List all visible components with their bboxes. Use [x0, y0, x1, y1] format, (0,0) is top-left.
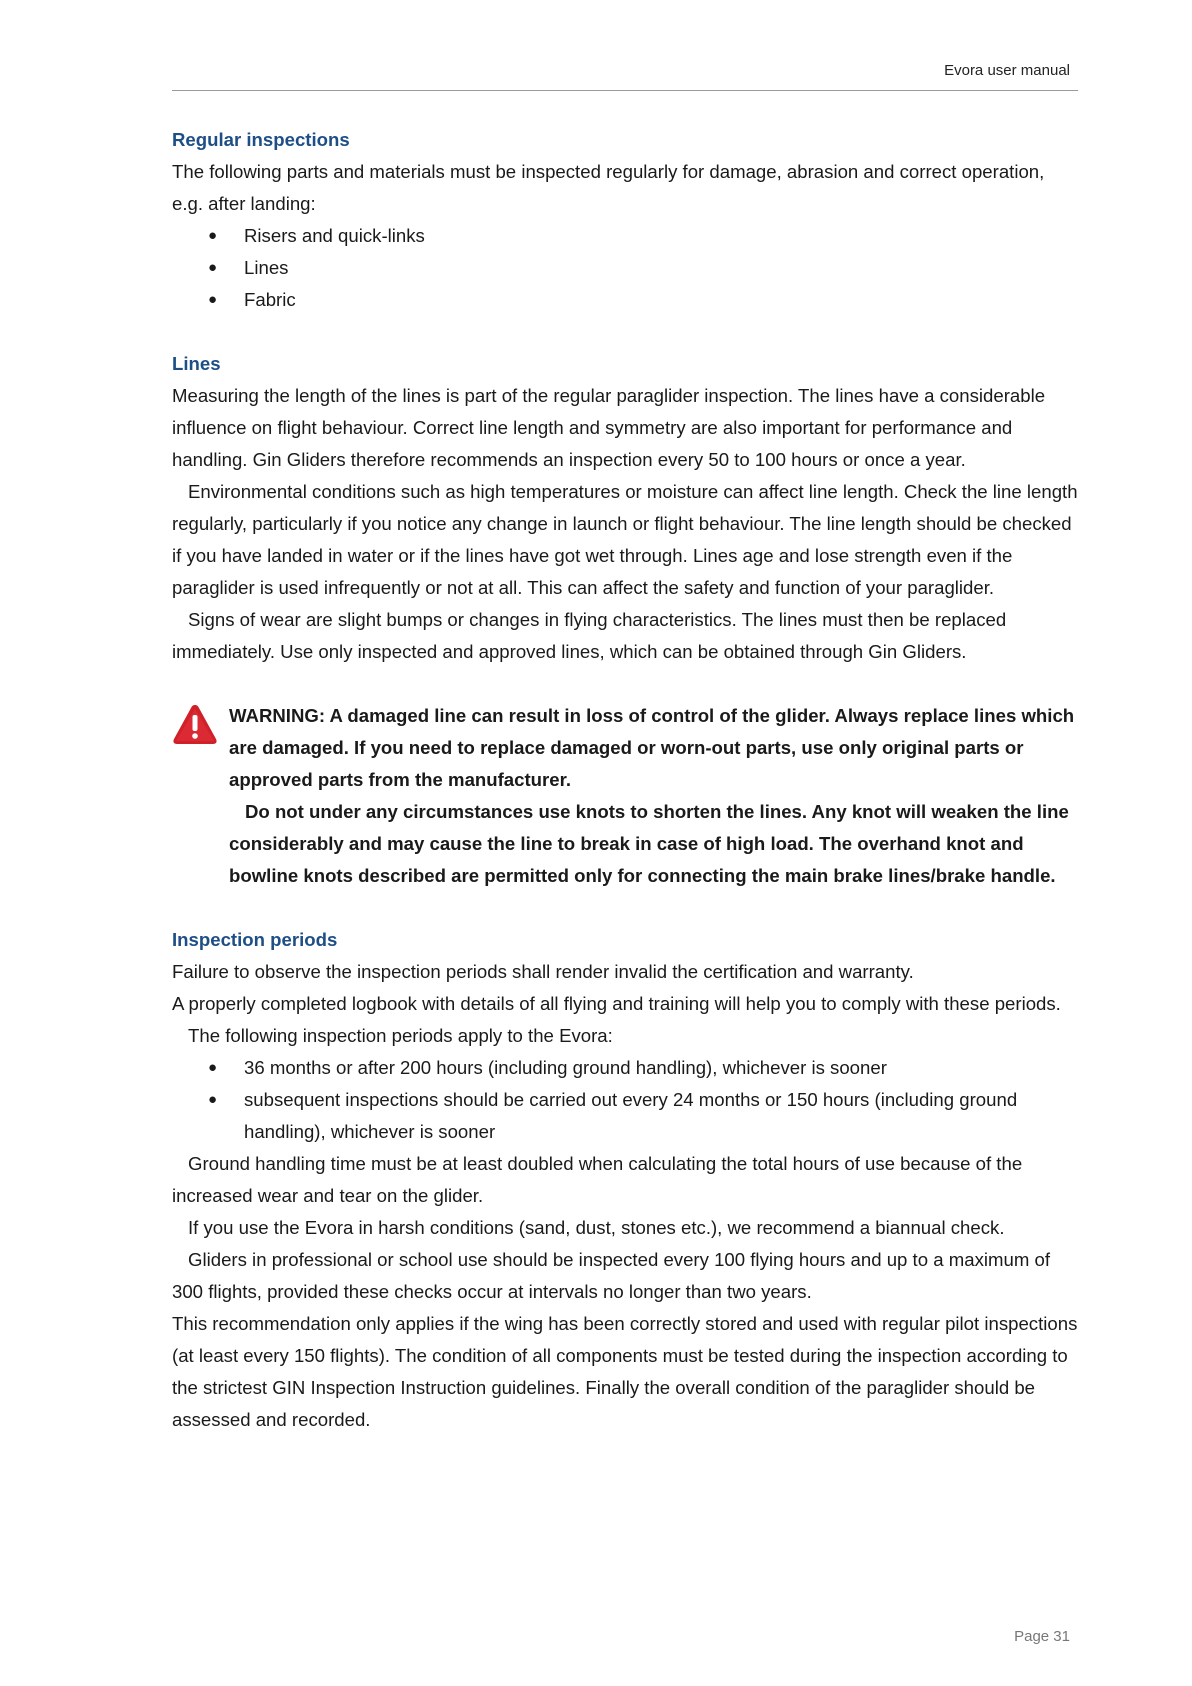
section-inspection-periods — [172, 924, 1078, 1436]
paragraph: The following parts and materials must be inspected regularly for damage, abrasion and correct operation, e.g. after landing: — [172, 161, 1045, 214]
warning-text: WARNING: A damaged line can result in loss of control of the glider. Always replace lines which are damaged. If you need to replace damaged or worn-out parts, use only original parts or approved parts from the manufacturer. — [229, 705, 1075, 790]
paragraph: This recommendation only applies if the wing has been correctly stored and used with regular pilot inspections (at least every 150 flights). The condition of all components must be tested during the inspection according to the strictest GIN Inspection Instruction guidelines. Finally the overall condition of the paraglider should be assessed and recorded. — [172, 1313, 1078, 1430]
running-header: Evora user manual — [944, 62, 1070, 79]
paragraph: Environmental conditions such as high temperatures or moisture can affect line length. Check the line length regularly, particularly if you notice any change in launch or flight behaviour. The line length should be checked if you have landed in water or if the lines have got wet through. Lines age and lose strength even if the paraglider is used infrequently or not at all. This can affect the safety and function of your paraglider. — [172, 481, 1078, 598]
list-item: ● Risers and quick-links — [172, 220, 1078, 252]
header-divider — [172, 90, 1078, 91]
section-lines — [172, 348, 1078, 668]
paragraph: Measuring the length of the lines is part of the regular paraglider inspection. The lines have a considerable influence on flight behaviour. Correct line length and symmetry are also important for performance and handling. Gin Gliders therefore recommends an inspection every 50 to 100 hours or once a year. — [172, 385, 1046, 470]
paragraph: The following inspection periods apply to the Evora: — [188, 1025, 613, 1046]
paragraph: Ground handling time must be at least doubled when calculating the total hours of use because of the increased wear and tear on the glider. — [172, 1153, 1023, 1206]
warning-triangle-icon — [172, 703, 218, 745]
section-regular-inspections — [172, 124, 1078, 316]
page-content — [172, 124, 1078, 1468]
warning-box — [172, 700, 1078, 892]
paragraph: Signs of wear are slight bumps or changes in flying characteristics. The lines must then be replaced immediately. Use only inspected and approved lines, which can be obtained through Gin Gliders. — [172, 609, 1007, 662]
section-heading: Lines — [172, 353, 221, 374]
list-item: ● Lines — [172, 252, 1078, 284]
section-heading: Inspection periods — [172, 929, 338, 950]
paragraph: Failure to observe the inspection periods shall render invalid the certification and warranty. — [172, 961, 914, 982]
page-number: Page 31 — [1014, 1628, 1070, 1645]
list-item: ● 36 months or after 200 hours (including ground handling), whichever is sooner — [172, 1052, 1078, 1084]
paragraph: If you use the Evora in harsh conditions (sand, dust, stones etc.), we recommend a biannual check. — [188, 1217, 1005, 1238]
bullet-list — [172, 1052, 1078, 1148]
bullet-list — [172, 220, 1078, 316]
list-item: ● Fabric — [172, 284, 1078, 316]
paragraph: A properly completed logbook with details of all flying and training will help you to comply with these periods. — [172, 993, 1061, 1014]
list-item: ● subsequent inspections should be carried out every 24 months or 150 hours (including ground handling), whichever is sooner — [172, 1084, 1078, 1148]
section-heading: Regular inspections — [172, 129, 350, 150]
warning-text: Do not under any circumstances use knots to shorten the lines. Any knot will weaken the line considerably and may cause the line to break in case of high load. The overhand knot and bowline knots described are permitted only for connecting the main brake lines/brake handle. — [229, 801, 1069, 886]
paragraph: Gliders in professional or school use should be inspected every 100 flying hours and up to a maximum of 300 flights, provided these checks occur at intervals no longer than two years. — [172, 1249, 1050, 1302]
